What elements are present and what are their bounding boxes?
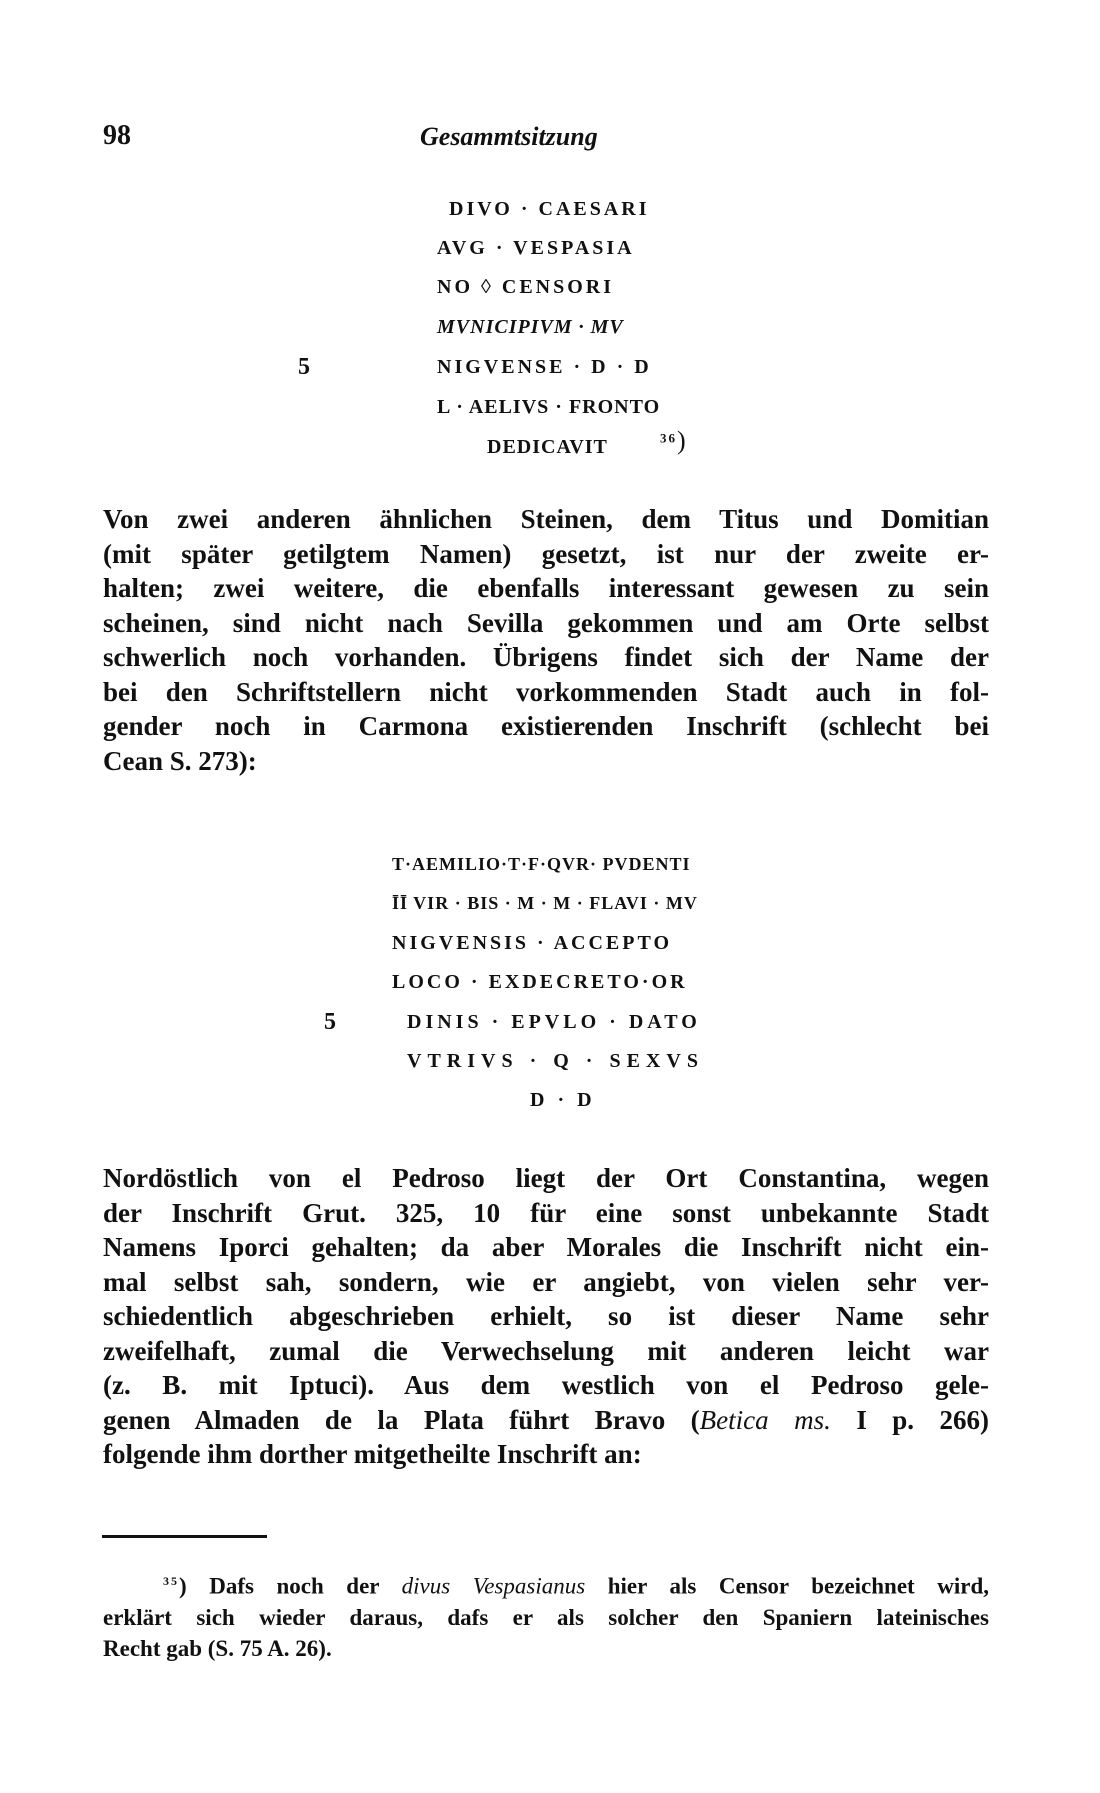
footnote-ref-number: 36 (660, 430, 677, 446)
inscription-line: AVG · VESPASIA (437, 237, 635, 259)
footnote-line (103, 1566, 989, 1602)
text-line: der Inschrift Grut. 325, 10 für eine sonst unbekannte Stadt (103, 1197, 989, 1228)
text-line: Nordöstlich von el Pedroso liegt der Ort Constantina, wegen (103, 1163, 989, 1193)
inscription-line: ĪĪ VIR · BIS · M · M · FLAVI · MV (392, 893, 698, 913)
inscription-line: DIVO · CAESARI (449, 198, 650, 220)
paragraph-2 (103, 1161, 989, 1472)
latin-italic: divus Vespasianus (401, 1573, 586, 1599)
footnote-line: Recht gab (S. 75 A. 26). (103, 1635, 332, 1661)
text-segment: hier als Censor bezeichnet wird, (585, 1573, 990, 1599)
inscription-line: L · AELIVS · FRONTO (437, 396, 661, 418)
line-number: 5 (324, 1009, 336, 1035)
inscription-line: VTRIVS · Q · SEXVS (407, 1050, 704, 1072)
text-line: Cean S. 273): (103, 745, 257, 776)
footnote-marker: 35 (163, 1574, 179, 1588)
page-number: 98 (103, 120, 131, 151)
inscription-line: MVNICIPIVM · MV (437, 316, 624, 338)
inscription-line: NO ◊ CENSORI (437, 276, 615, 298)
line-number: 5 (298, 354, 310, 380)
text-line: bei den Schriftstellern nicht vorkommenden Stadt auch in fol- (103, 676, 989, 707)
paragraph-1 (103, 502, 989, 778)
text-line: zweifelhaft, zumal die Verwechselung mit anderen leicht war (103, 1335, 989, 1366)
inscription-line: LOCO · EXDECRETO·OR (392, 971, 688, 993)
text-segment: Dafs noch der (186, 1573, 402, 1599)
inscription-line: D · D (530, 1089, 596, 1111)
text-line: (mit später getilgtem Namen) gesetzt, ist nur der zweite er- (103, 538, 989, 569)
text-segment: I p. 266) (830, 1404, 989, 1435)
text-segment: genen Almaden de la Plata führt Bravo ( (103, 1404, 700, 1435)
inscription-line: DEDICAVIT (487, 436, 608, 458)
text-line: Von zwei anderen ähnlichen Steinen, dem Titus und Domitian (103, 504, 989, 534)
inscription-line: DINIS · EPVLO · DATO (407, 1011, 701, 1033)
text-line: folgende ihm dorther mitgetheilte Inschrift an: (103, 1439, 642, 1469)
footnote (103, 1566, 989, 1664)
text-line (103, 1403, 989, 1438)
text-line: schwerlich noch vorhanden. Übrigens findet sich der Name der (103, 642, 989, 672)
inscription-line: NIGVENSIS · ACCEPTO (392, 932, 673, 954)
text-line: gender noch in Carmona existierenden Inschrift (schlecht bei (103, 711, 989, 741)
text-line: scheinen, sind nicht nach Sevilla gekommen und am Orte selbst (103, 607, 989, 638)
text-line: (z. B. mit Iptuci). Aus dem westlich von el Pedroso gele- (103, 1370, 989, 1400)
footnote-reference[interactable] (660, 426, 686, 456)
inscription-line: T·AEMILIO·T·F·QVR· PVDENTI (392, 854, 691, 874)
text-line: halten; zwei weitere, die ebenfalls interessant gewesen zu sein (103, 573, 989, 603)
footnote-divider (102, 1535, 267, 1538)
text-line: mal selbst sah, sondern, wie er angiebt, von vielen sehr ver- (103, 1266, 989, 1297)
footnote-line: erklärt sich wieder daraus, dafs er als solcher den Spaniern lateinisches (103, 1604, 989, 1630)
footnote-marker-paren: ) (179, 1573, 187, 1599)
text-line: schiedentlich abgeschrieben erhielt, so ist dieser Name sehr (103, 1301, 989, 1331)
text-line: Namens Iporci gehalten; da aber Morales die Inschrift nicht ein- (103, 1232, 989, 1262)
citation-italic: Betica ms. (699, 1404, 831, 1435)
footnote-ref-paren: ) (677, 426, 686, 455)
inscription-line: NIGVENSE · D · D (437, 356, 652, 378)
running-head: Gesammtsitzung (420, 122, 598, 151)
